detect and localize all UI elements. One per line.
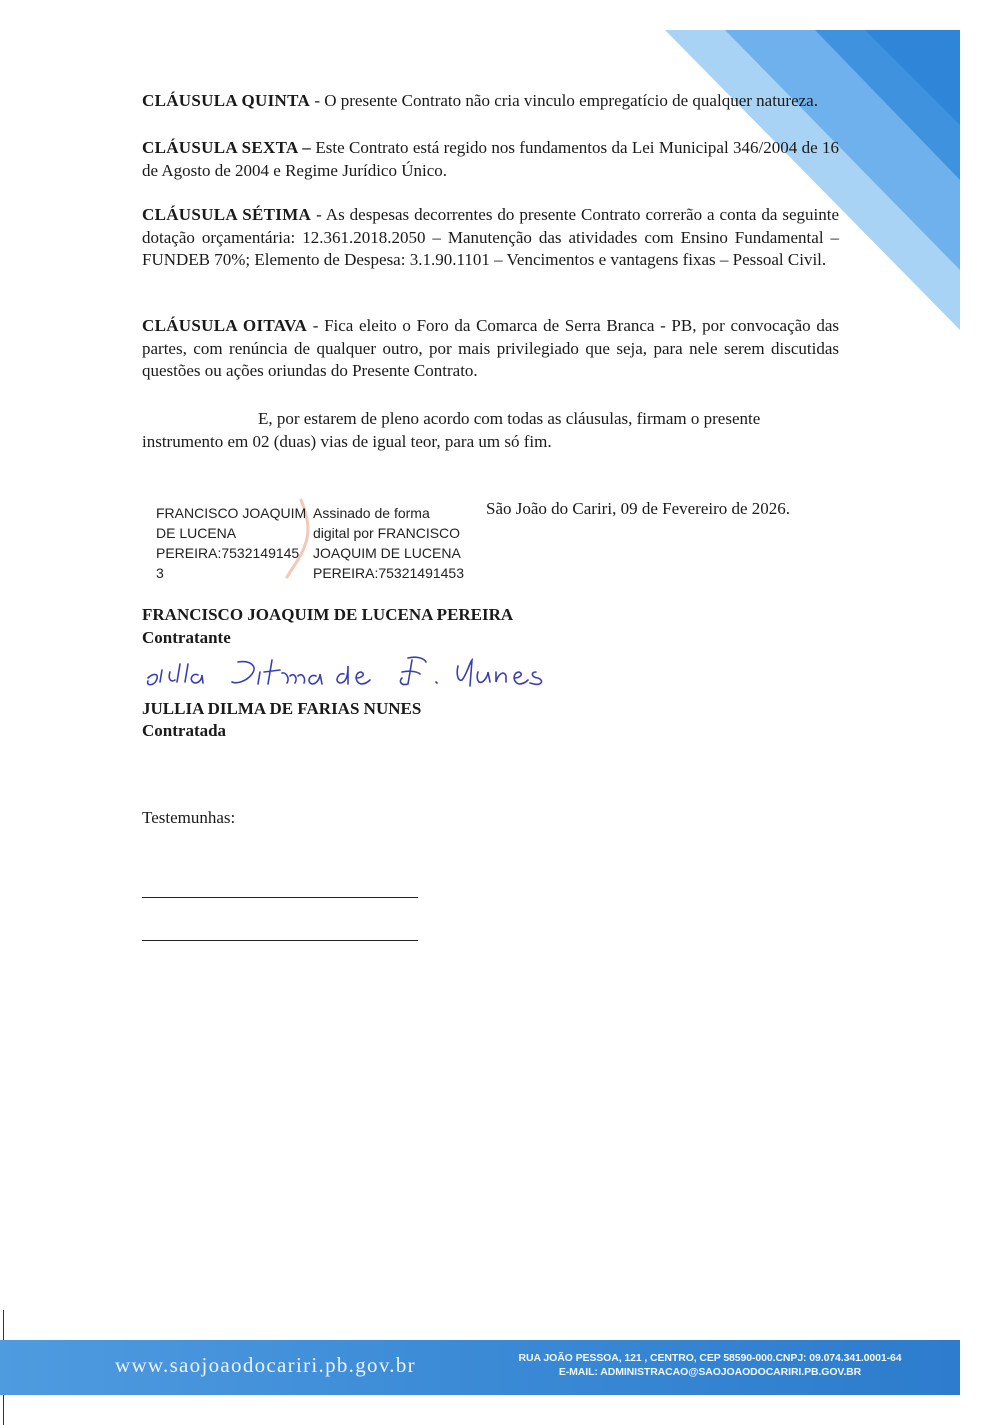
footer-website: www.saojoaodocariri.pb.gov.br bbox=[115, 1353, 416, 1377]
digital-signature-block bbox=[156, 503, 476, 583]
footer-banner bbox=[0, 1340, 960, 1395]
footer-address-line: RUA JOÃO PESSOA, 121 , CENTRO, CEP 58590-000.CNPJ: 09.074.341.0001-64 bbox=[518, 1352, 902, 1364]
signer-id-line: DE LUCENA bbox=[156, 525, 237, 541]
clause-oitava bbox=[142, 315, 839, 383]
clause-quinta-title: CLÁUSULA QUINTA bbox=[142, 91, 311, 110]
signer-id bbox=[156, 503, 311, 583]
contratante-name: FRANCISCO JOAQUIM DE LUCENA PEREIRA bbox=[142, 605, 514, 624]
clause-setima-text: - As despesas decorrentes do presente Contrato correrão a conta da seguinte dotação orçamentária: 12.361.2018.2050 – Manutenção das atividades com Ensino Fundamental – FUNDEB 70%; Elemento de Despesa: 3.1.90.1101 – Vencimentos e vantagens fixas – Pessoal Civil. bbox=[142, 205, 839, 269]
signer-id-line: PEREIRA:7532149145 bbox=[156, 545, 300, 561]
witness-signature-line bbox=[142, 897, 418, 898]
footer-address bbox=[500, 1351, 920, 1379]
signer-id-line: 3 bbox=[156, 565, 164, 581]
place-date: São João do Cariri, 09 de Fevereiro de 2026. bbox=[486, 499, 791, 518]
clause-setima-title: CLÁUSULA SÉTIMA bbox=[142, 205, 312, 224]
contratante-role: Contratante bbox=[142, 628, 231, 647]
signature-note-line: JOAQUIM DE LUCENA bbox=[313, 545, 461, 561]
witnesses-label: Testemunhas: bbox=[142, 808, 236, 827]
signer-id-line: FRANCISCO JOAQUIM bbox=[156, 505, 307, 521]
clause-oitava-text: - Fica eleito o Foro da Comarca de Serra Branca - PB, por convocação das partes, com renúncia de qualquer outro, por mais privilegiado que seja, para nele serem discutidas questões ou ações oriundas do Presente Contrato. bbox=[142, 316, 839, 380]
footer-email-line: E-MAIL: ADMINISTRACAO@SAOJOAODOCARIRI.PB.GOV.BR bbox=[558, 1366, 862, 1378]
clause-oitava-title: CLÁUSULA OITAVA bbox=[142, 316, 308, 335]
clause-quinta-text: - O presente Contrato não cria vinculo empregatício de qualquer natureza. bbox=[310, 91, 818, 110]
handwritten-signature bbox=[140, 648, 580, 696]
contratada-name: JULLIA DILMA DE FARIAS NUNES bbox=[142, 699, 422, 718]
witness-signature-line bbox=[142, 940, 418, 941]
contratada-role: Contratada bbox=[142, 721, 227, 740]
signature-note-line: Assinado de forma bbox=[313, 505, 430, 521]
clause-setima bbox=[142, 204, 839, 272]
signature-note-line: digital por FRANCISCO bbox=[313, 525, 461, 541]
closing-line-1: E, por estarem de pleno acordo com todas as cláusulas, firmam o presente bbox=[258, 409, 761, 428]
clause-sexta-title: CLÁUSULA SEXTA – bbox=[142, 138, 312, 157]
clause-sexta bbox=[142, 137, 839, 182]
closing-line-2: instrumento em 02 (duas) vias de igual teor, para um só fim. bbox=[142, 431, 552, 451]
signature-note-line: PEREIRA:75321491453 bbox=[313, 565, 464, 581]
clause-quinta bbox=[142, 90, 839, 113]
clause-sexta-text: Este Contrato está regido nos fundamentos da Lei Municipal 346/2004 de 16 de Agosto de 2004 e Regime Jurídico Único. bbox=[142, 138, 839, 180]
signature-note bbox=[313, 503, 473, 583]
closing-paragraph bbox=[142, 408, 839, 453]
